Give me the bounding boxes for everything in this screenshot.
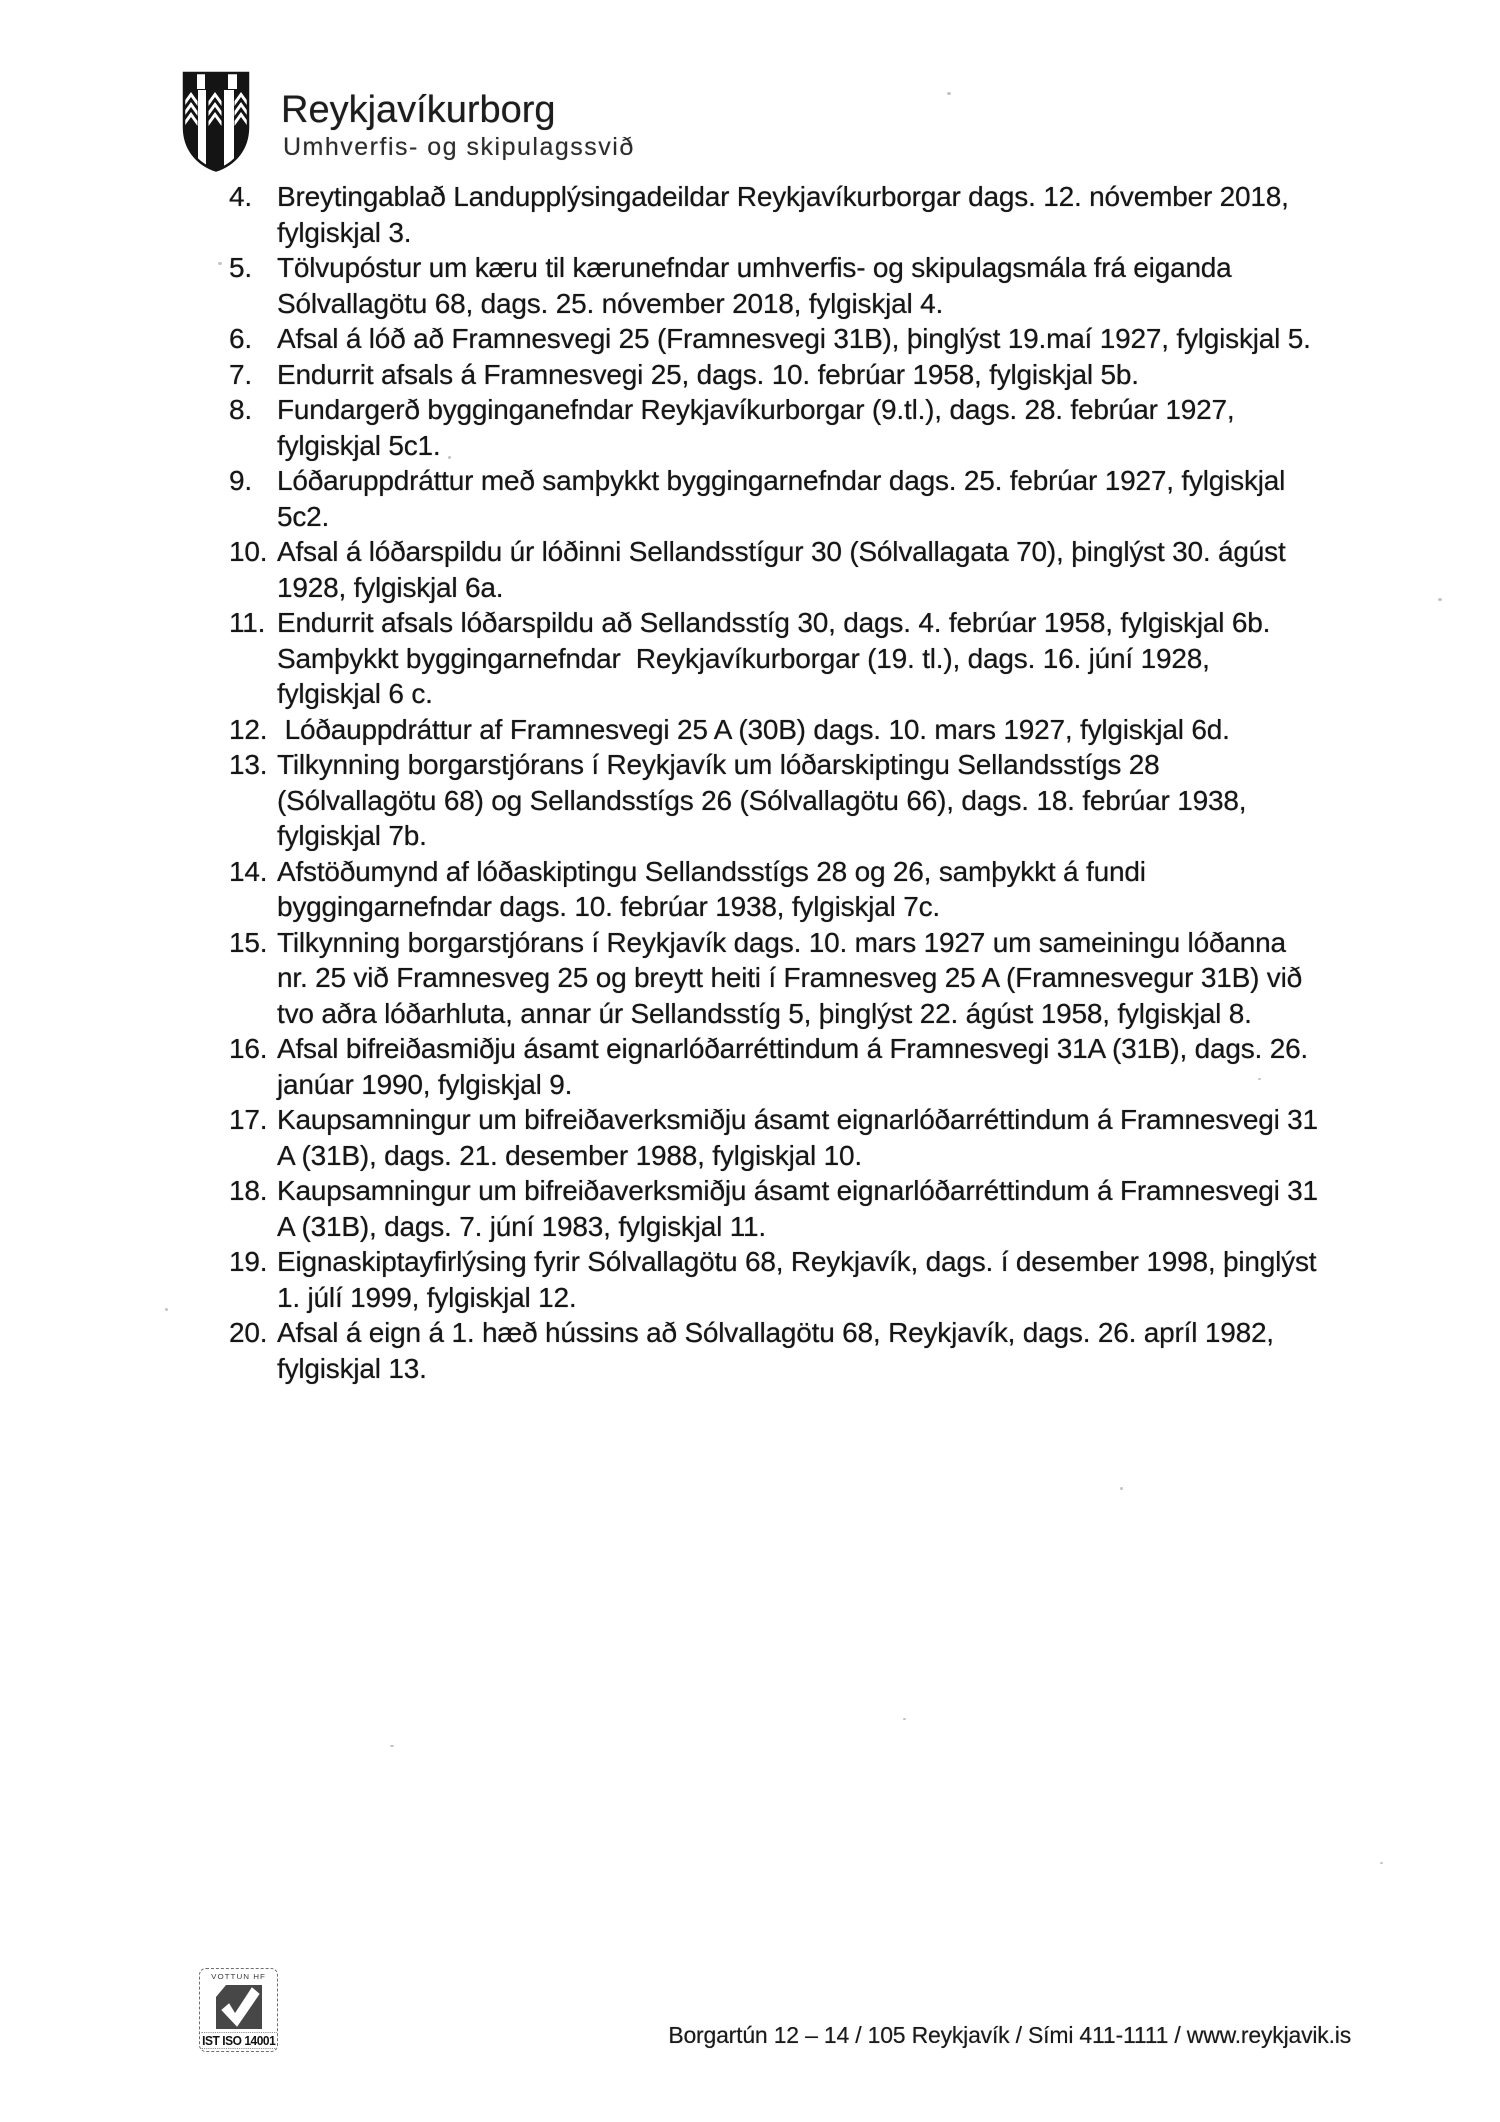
scan-speck [1120, 1487, 1123, 1490]
scan-speck [390, 1745, 394, 1747]
item-text-line: 1. júlí 1999, fylgiskjal 12. [277, 1281, 577, 1313]
item-number: 19. [229, 1246, 268, 1277]
item-text-line: Fundargerð bygginganefndar Reykjavíkurborgar (9.tl.), dags. 28. febrúar 1927, [277, 394, 1235, 425]
list-item [229, 392, 1419, 463]
scan-speck [1438, 598, 1442, 601]
scan-speck [1258, 1078, 1261, 1080]
item-text-line: Endurrit afsals á Framnesvegi 25, dags. 10. febrúar 1958, fylgiskjal 5b. [277, 358, 1139, 390]
item-number: 20. [229, 1317, 268, 1348]
item-text-line: Lóðaruppdráttur með samþykkt byggingarnefndar dags. 25. febrúar 1927, fylgiskjal [277, 465, 1286, 496]
item-number: 10. [229, 536, 268, 567]
item-text-line: janúar 1990, fylgiskjal 9. [277, 1068, 573, 1100]
item-text [277, 1031, 1419, 1102]
item-text-line: Lóðauppdráttur af Framnesvegi 25 A (30B) dags. 10. mars 1927, fylgiskjal 6d. [277, 713, 1230, 745]
list-item [229, 925, 1419, 1032]
footer-address: Borgartún 12 – 14 / 105 Reykjavík / Sími 411-1111 / www.reykjavik.is [668, 2022, 1351, 2048]
item-text-line: byggingarnefndar dags. 10. febrúar 1938, fylgiskjal 7c. [277, 891, 940, 922]
item-text-line: Afsal á lóðarspildu úr lóðinni Sellandsstígur 30 (Sólvallagata 70), þinglýst 30. ágúst [277, 536, 1286, 567]
item-text [277, 463, 1419, 534]
item-text [277, 605, 1419, 712]
list-item [229, 463, 1419, 534]
item-text-line: Samþykkt byggingarnefndar Reykjavíkurborgar (19. tl.), dags. 16. júní 1928, [277, 642, 1210, 674]
checkmark-icon [216, 1985, 262, 2029]
list-item [229, 534, 1419, 605]
item-text-line: fylgiskjal 5c1. [277, 429, 441, 461]
list-item [229, 1244, 1419, 1315]
item-text-line: (Sólvallagötu 68) og Sellandsstígs 26 (Sólvallagötu 66), dags. 18. febrúar 1938, [277, 784, 1247, 816]
list-item [229, 1173, 1419, 1244]
list-item [229, 250, 1419, 321]
item-text-line: fylgiskjal 7b. [277, 820, 427, 851]
item-text [277, 1244, 1419, 1315]
item-number: 7. [229, 358, 252, 390]
item-text [277, 179, 1419, 250]
item-text-line: Breytingablað Landupplýsingadeildar Reykjavíkurborgar dags. 12. nóvember 2018, [277, 181, 1289, 212]
item-text-line: fylgiskjal 3. [277, 216, 412, 248]
scan-speck [903, 1718, 906, 1720]
item-text [277, 392, 1419, 463]
item-text-line: tvo aðra lóðarhluta, annar úr Sellandsstíg 5, þinglýst 22. ágúst 1958, fylgiskjal 8. [277, 997, 1252, 1029]
list-item [229, 1031, 1419, 1102]
item-text-line: Tilkynning borgarstjórans í Reykjavík dags. 10. mars 1927 um sameiningu lóðanna [277, 926, 1286, 958]
item-number: 18. [229, 1175, 268, 1206]
item-text-line: A (31B), dags. 7. júní 1983, fylgiskjal 11. [277, 1210, 766, 1242]
item-number: 4. [229, 181, 252, 212]
item-text [277, 854, 1419, 925]
list-item [229, 357, 1419, 393]
item-text [277, 534, 1419, 605]
list-item [229, 605, 1419, 712]
item-text-line: Afstöðumynd af lóðaskiptingu Sellandsstígs 28 og 26, samþykkt á fundi [277, 855, 1146, 887]
scan-speck [165, 1308, 168, 1311]
list-item [229, 1315, 1419, 1386]
letterhead [0, 0, 1500, 180]
org-department: Umhverfis- og skipulagssvið [283, 133, 635, 161]
reykjavik-coat-of-arms-icon [181, 70, 251, 174]
item-text-line: nr. 25 við Framnesveg 25 og breytt heiti í Framnesveg 25 A (Framnesvegur 31B) við [277, 962, 1302, 993]
item-text-line: A (31B), dags. 21. desember 1988, fylgiskjal 10. [277, 1139, 862, 1171]
item-number: 17. [229, 1104, 268, 1135]
scan-speck [1380, 1862, 1383, 1864]
iso-certification-badge [199, 1968, 278, 2052]
list-item [229, 179, 1419, 250]
item-text [277, 712, 1419, 748]
item-text [277, 1173, 1419, 1244]
item-text [277, 250, 1419, 321]
attachment-list [229, 179, 1419, 1386]
item-text-line: Tölvupóstur um kæru til kærunefndar umhverfis- og skipulagsmála frá eiganda [277, 252, 1232, 283]
item-text-line: Tilkynning borgarstjórans í Reykjavík um lóðarskiptingu Sellandsstígs 28 [277, 749, 1160, 780]
item-number: 16. [229, 1033, 268, 1064]
item-text-line: Endurrit afsals lóðarspildu að Sellandsstíg 30, dags. 4. febrúar 1958, fylgiskjal 6b. [277, 607, 1271, 638]
list-item [229, 1102, 1419, 1173]
item-number: 8. [229, 394, 252, 425]
list-item [229, 321, 1419, 357]
item-number: 6. [229, 323, 252, 354]
item-text-line: 1928, fylgiskjal 6a. [277, 571, 504, 603]
item-text [277, 1102, 1419, 1173]
item-text-line: fylgiskjal 6 c. [277, 678, 433, 709]
list-item [229, 712, 1419, 748]
item-number: 14. [229, 855, 268, 887]
item-text-line: Kaupsamningur um bifreiðaverksmiðju ásamt eignarlóðarréttindum á Framnesvegi 31 [277, 1104, 1318, 1135]
org-name: Reykjavíkurborg [281, 89, 556, 131]
item-text-line: fylgiskjal 13. [277, 1352, 427, 1384]
item-number: 15. [229, 926, 268, 958]
list-item [229, 854, 1419, 925]
item-text [277, 321, 1419, 357]
item-text [277, 1315, 1419, 1386]
item-number: 13. [229, 749, 268, 780]
item-text-line: Sólvallagötu 68, dags. 25. nóvember 2018, fylgiskjal 4. [277, 287, 944, 319]
item-number: 9. [229, 465, 252, 496]
scan-speck [947, 92, 951, 95]
item-text-line: Eignaskiptayfirlýsing fyrir Sólvallagötu 68, Reykjavík, dags. í desember 1998, þinglýst [277, 1246, 1317, 1277]
iso-issuer-label: VOTTUN HF [211, 1972, 266, 1981]
scan-speck [448, 456, 451, 459]
item-number: 5. [229, 252, 252, 283]
scan-speck [218, 262, 222, 265]
iso-standard-label: IST ISO 14001 [201, 2033, 276, 2048]
item-text-line: Afsal á lóð að Framnesvegi 25 (Framnesvegi 31B), þinglýst 19.maí 1927, fylgiskjal 5. [277, 323, 1311, 354]
item-text [277, 925, 1419, 1032]
item-text-line: Kaupsamningur um bifreiðaverksmiðju ásamt eignarlóðarréttindum á Framnesvegi 31 [277, 1175, 1318, 1206]
item-number: 12. [229, 713, 268, 745]
item-text [277, 747, 1419, 854]
item-text-line: 5c2. [277, 500, 330, 532]
item-number: 11. [229, 607, 266, 638]
item-text-line: Afsal á eign á 1. hæð hússins að Sólvallagötu 68, Reykjavík, dags. 26. apríl 1982, [277, 1317, 1274, 1348]
list-item [229, 747, 1419, 854]
item-text [277, 357, 1419, 393]
item-text-line: Afsal bifreiðasmiðju ásamt eignarlóðarréttindum á Framnesvegi 31A (31B), dags. 26. [277, 1033, 1309, 1064]
